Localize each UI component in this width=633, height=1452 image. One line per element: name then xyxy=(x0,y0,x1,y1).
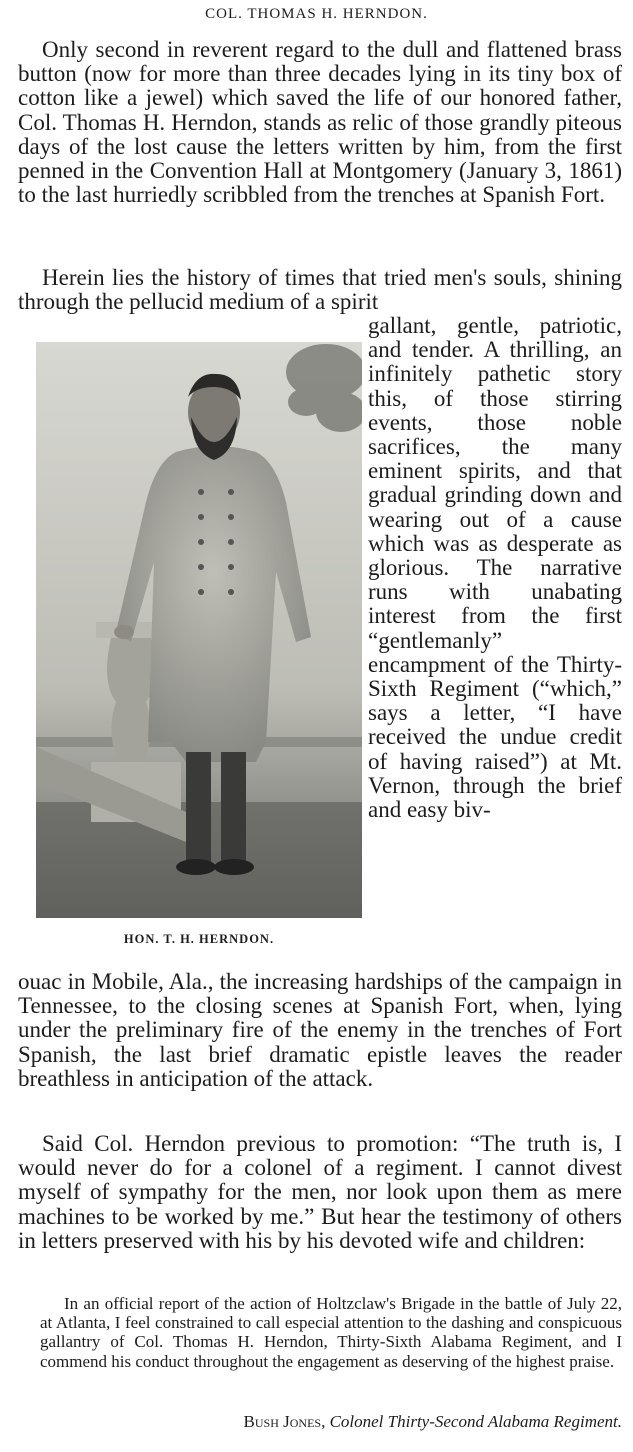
paragraph-2-top: Herein lies the history of times that tried men's souls, shining through the pellucid medium of a spirit xyxy=(18,265,622,315)
photo-caption: HON. T. H. HERNDON. xyxy=(123,932,275,946)
page-heading: COL. THOMAS H. HERNDON. xyxy=(205,6,428,22)
portrait-illustration xyxy=(36,342,362,918)
paragraph-2-bottom: ouac in Mobile, Ala., the increasing hardships of the campaign in Tennessee, to the closing scenes at Spanish Fort, when, lying under the preliminary fire of the enemy in the trenches of Fort Spanish, the last brief dramatic epistle leaves the reader breathless in anticipation of the attack. xyxy=(18,969,622,1091)
signature-line xyxy=(40,1412,622,1432)
paragraph-3: Said Col. Herndon previous to promotion: “The truth is, I would never do for a colonel of a regiment. I cannot divest myself of sympathy for the men, nor look upon them as mere machines to be worked by me.” But hear the testimony of others in letters preserved with his by his devoted wife and children: xyxy=(18,1131,622,1253)
paragraph-1: Only second in reverent regard to the dull and flattened brass button (now for more than three decades lying in its tiny box of cotton like a jewel) which saved the life of our honored father, Col. Thomas H. Herndon, stands as relic of those grandly piteous days of the lost cause the letters written by him, from the first penned in the Convention Hall at Montgomery (January 3, 1861) to the last hurriedly scribbled from the trenches at Spanish Fort. xyxy=(18,37,622,208)
signature-title: Colonel Thirty-Second Alabama Regiment. xyxy=(329,1412,622,1431)
signature-name: Bush Jones, xyxy=(243,1412,326,1431)
paragraph-2-side: gallant, gentle, patriotic, and tender. A thrilling, an infinitely pathetic story this, of those stirring events, those noble sacrifices, the many eminent spirits, and that gradual grinding down and wearing out of a cause which was as desperate as glorious. The narrative runs with unabating interest from the first “gentlemanly” encampment of the Thirty-Sixth Regiment (“which,” says a letter, “I have received the undue credit of having raised”) at Mt. Vernon, through the brief and easy biv- xyxy=(368,313,622,823)
quoted-report: In an official report of the action of Holtzclaw's Brigade in the battle of July 22, at Atlanta, I feel constrained to call especial attention to the dashing and conspicuous gallantry of Col. Thomas H. Herndon, Thirty-Sixth Alabama Regiment, and I commend his conduct throughout the engagement as deserving of the highest praise. xyxy=(40,1294,622,1371)
portrait-photo xyxy=(36,342,362,918)
